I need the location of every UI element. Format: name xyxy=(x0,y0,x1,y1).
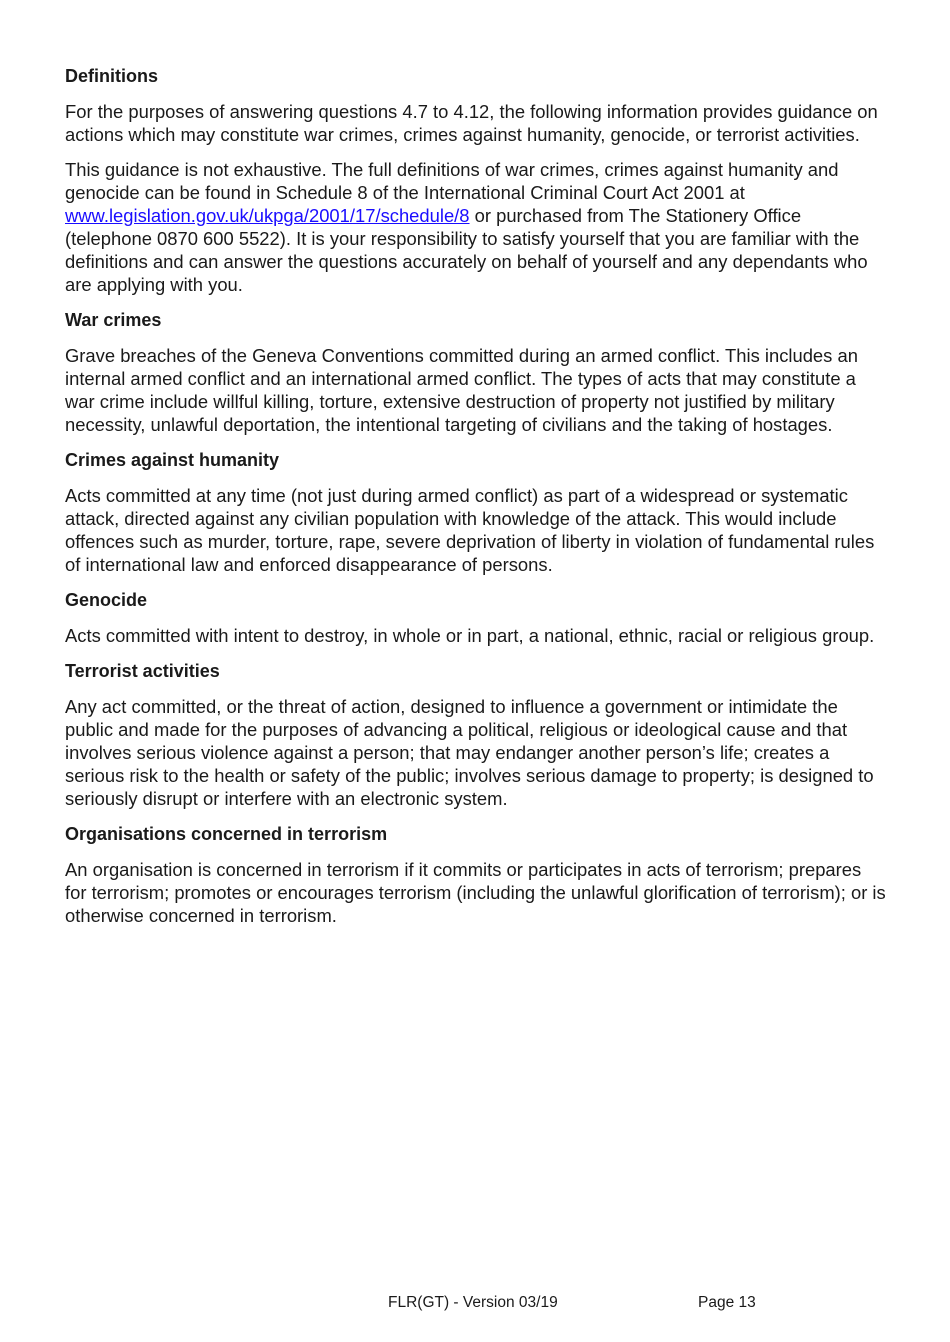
definitions-paragraph-1: For the purposes of answering questions 4.7 to 4.12, the following information provides guidance on actions which may constitute war crimes, crimes against humanity, genocide, or terrorist activities. xyxy=(65,101,878,145)
definitions-text-after-link: or purchased from The Stationery Office (telephone 0870 600 5522). It is your responsibility to satisfy yourself that you are familiar with the definitions and can answer the questions accurately on behalf of yourself and any dependants who are applying with you. xyxy=(65,205,868,295)
section-genocide xyxy=(65,588,887,647)
document-page xyxy=(65,64,887,927)
definitions-paragraph-2 xyxy=(65,158,887,296)
genocide-text: Acts committed with intent to destroy, in whole or in part, a national, ethnic, racial or religious group. xyxy=(65,625,875,646)
definitions-heading: Definitions xyxy=(65,66,158,86)
terrorist-activities-text: Any act committed, or the threat of action, designed to influence a government or intimidate the public and made for the purposes of advancing a political, religious or ideological cause and that involves serious violence against a person; that may endanger another person’s life; creates a serious risk to the health or safety of the public; involves serious damage to property; is designed to seriously disrupt or interfere with an electronic system. xyxy=(65,696,874,809)
war-crimes-text: Grave breaches of the Geneva Conventions committed during an armed conflict. This includes an internal armed conflict and an international armed conflict. The types of acts that may constitute a war crime include willful killing, torture, extensive destruction of property not justified by military necessity, unlawful deportation, the intentional targeting of civilians and the taking of hostages. xyxy=(65,345,858,435)
section-terrorist-activities xyxy=(65,659,887,810)
legislation-link[interactable]: www.legislation.gov.uk/ukpga/2001/17/schedule/8 xyxy=(65,205,470,226)
section-organisations xyxy=(65,822,887,927)
crimes-against-humanity-text: Acts committed at any time (not just during armed conflict) as part of a widespread or systematic attack, directed against any civilian population with knowledge of the attack. This would include offences such as murder, torture, rape, severe deprivation of liberty in violation of fundamental rules of international law and enforced disappearance of persons. xyxy=(65,485,875,575)
terrorist-activities-heading: Terrorist activities xyxy=(65,661,220,681)
organisations-heading: Organisations concerned in terrorism xyxy=(65,824,388,844)
footer-version: FLR(GT) - Version 03/19 xyxy=(388,1294,558,1311)
organisations-text: An organisation is concerned in terrorism if it commits or participates in acts of terrorism; prepares for terrorism; promotes or encourages terrorism (including the unlawful glorification of terrorism); or is otherwise concerned in terrorism. xyxy=(65,859,886,926)
section-definitions xyxy=(65,64,887,296)
crimes-against-humanity-heading: Crimes against humanity xyxy=(65,450,280,470)
section-crimes-against-humanity xyxy=(65,448,887,576)
definitions-text-before-link: This guidance is not exhaustive. The full definitions of war crimes, crimes against humanity and genocide can be found in Schedule 8 of the International Criminal Court Act 2001 at xyxy=(65,159,839,203)
genocide-heading: Genocide xyxy=(65,590,148,610)
war-crimes-heading: War crimes xyxy=(65,310,162,330)
footer-page-number: Page 13 xyxy=(698,1294,756,1311)
section-war-crimes xyxy=(65,308,887,436)
